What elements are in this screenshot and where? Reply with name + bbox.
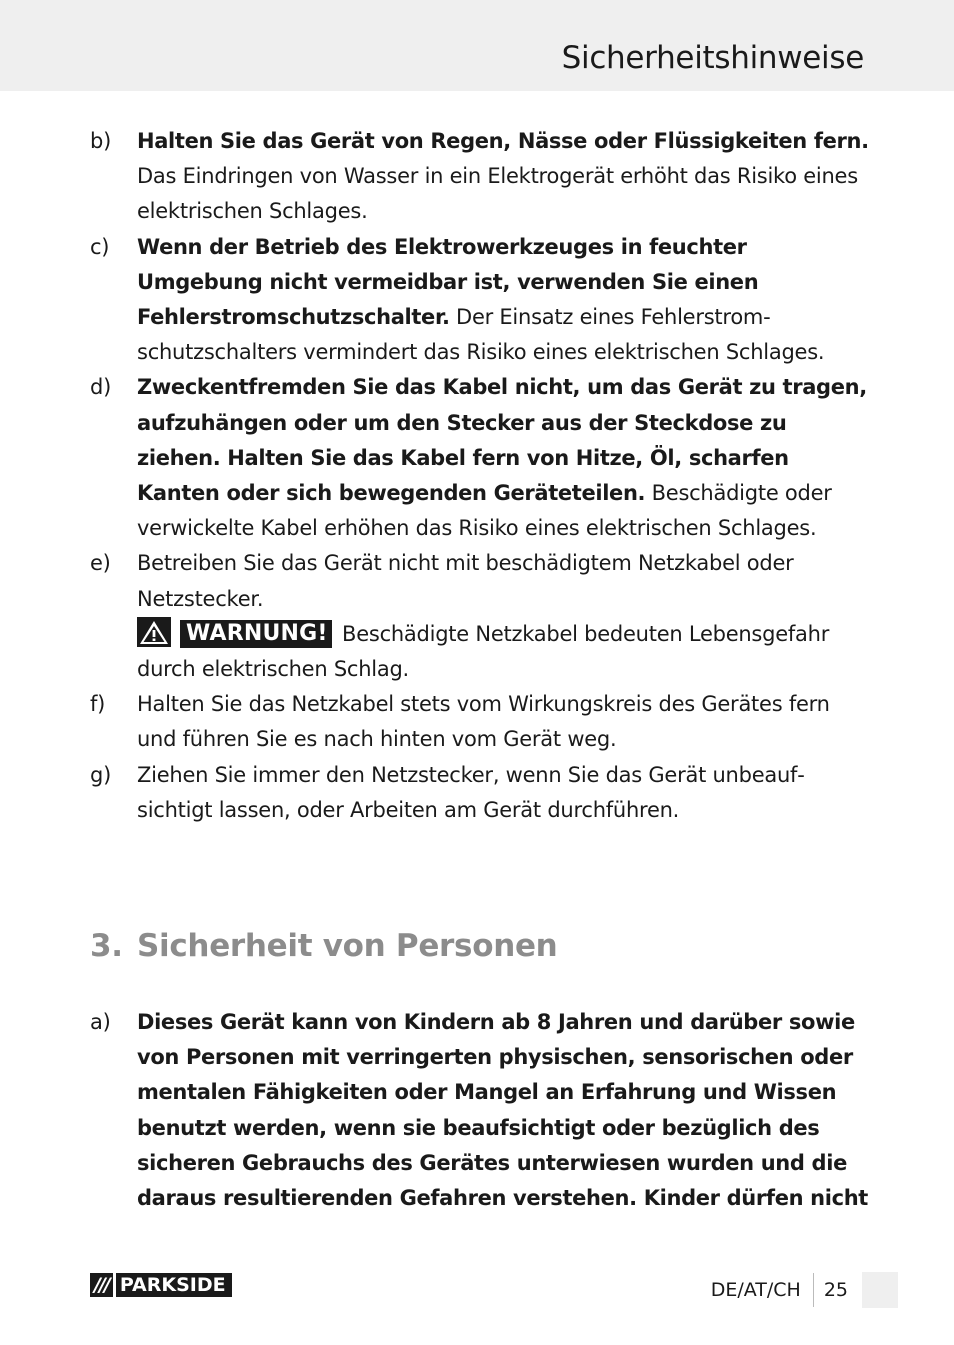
footer-page-info (711, 1272, 898, 1308)
parkside-logo (90, 1273, 232, 1297)
list-item-c (90, 230, 870, 371)
item-letter: g) (90, 762, 112, 787)
list-item-d (90, 370, 870, 546)
section-number: 3. (90, 928, 123, 964)
warning-triangle-icon (137, 617, 171, 647)
footer-tab-box (862, 1272, 898, 1308)
section-title: Sicherheit von Personen (137, 928, 558, 964)
list-item-e (90, 546, 870, 687)
item-bold-text: Zweckentfremden Sie das Kabel nicht, um das Gerät zu tragen, aufzuhängen oder um den Stecker aus der Steckdose zu ziehen. Halten Sie das Kabel fern von Hitze, Öl, scharfen Kanten oder sich bewegenden Geräteteilen. (137, 375, 867, 506)
item-letter: f) (90, 692, 106, 717)
item-bold-text: Dieses Gerät kann von Kindern ab 8 Jahren und darüber sowie von Personen mit verringerten physischen, sensorischen oder mentalen Fähigkeiten oder Mangel an Erfahrung und Wissen benutzt werden, wenn sie beaufsichtigt oder bezüglich des sicheren Gebrauchs des Gerätes unterwiesen wurden und die daraus resultierenden Gefahren verstehen. Kinder dürfen nicht (137, 1010, 868, 1211)
section-heading (90, 928, 557, 964)
safety-list-top (90, 124, 870, 828)
item-text: Halten Sie das Netzkabel stets vom Wirkungskreis des Gerätes fern und führen Sie es nach hinten vom Gerät weg. (137, 692, 830, 752)
item-text: Das Eindringen von Wasser in ein Elektrogerät erhöht das Risiko eines elektrischen Schlages. (137, 164, 858, 224)
item-letter: b) (90, 129, 112, 153)
list-item-f (90, 687, 870, 757)
item-text: Betreiben Sie das Gerät nicht mit beschädigtem Netzkabel oder Netzstecker. (137, 551, 794, 611)
warning-note (137, 617, 870, 687)
warning-label: WARNUNG! (180, 620, 332, 648)
item-text: Der Einsatz eines Fehlerstromschutzschalters vermindert das Risiko eines elektrischen Schlages. (137, 305, 825, 365)
region-code: DE/AT/CH (710, 1279, 801, 1301)
item-letter: a) (90, 1010, 111, 1034)
item-letter: c) (90, 234, 110, 259)
page-title: Sicherheitshinweise (561, 40, 864, 76)
list-item-g (90, 758, 870, 828)
item-bold-text: Halten Sie das Gerät von Regen, Nässe oder Flüssigkeiten fern. (137, 129, 869, 153)
list-item-a (90, 1005, 870, 1216)
item-bold-text: Wenn der Betrieb des Elektrowerkzeuges in feuchter Umgebung nicht vermeidbar ist, verwenden Sie einen Fehlerstromschutzschalter. (137, 234, 759, 330)
item-letter: e) (90, 551, 111, 576)
page-number: 25 (823, 1279, 848, 1301)
list-item-b (90, 124, 870, 230)
warning-text: Beschädigte Netzkabel bedeuten Lebensgefahr durch elektrischen Schlag. (137, 621, 830, 682)
safety-list-section (90, 1005, 870, 1216)
item-text: Ziehen Sie immer den Netzstecker, wenn Sie das Gerät unbeaufsichtigt lassen, oder Arbeiten am Gerät durchführen. (137, 762, 805, 822)
logo-text: PARKSIDE (116, 1273, 232, 1297)
item-text: Beschädigte oder verwickelte Kabel erhöhen das Risiko eines elektrischen Schlages. (137, 481, 832, 541)
logo-slashes: /// (90, 1273, 113, 1297)
item-letter: d) (90, 375, 112, 400)
